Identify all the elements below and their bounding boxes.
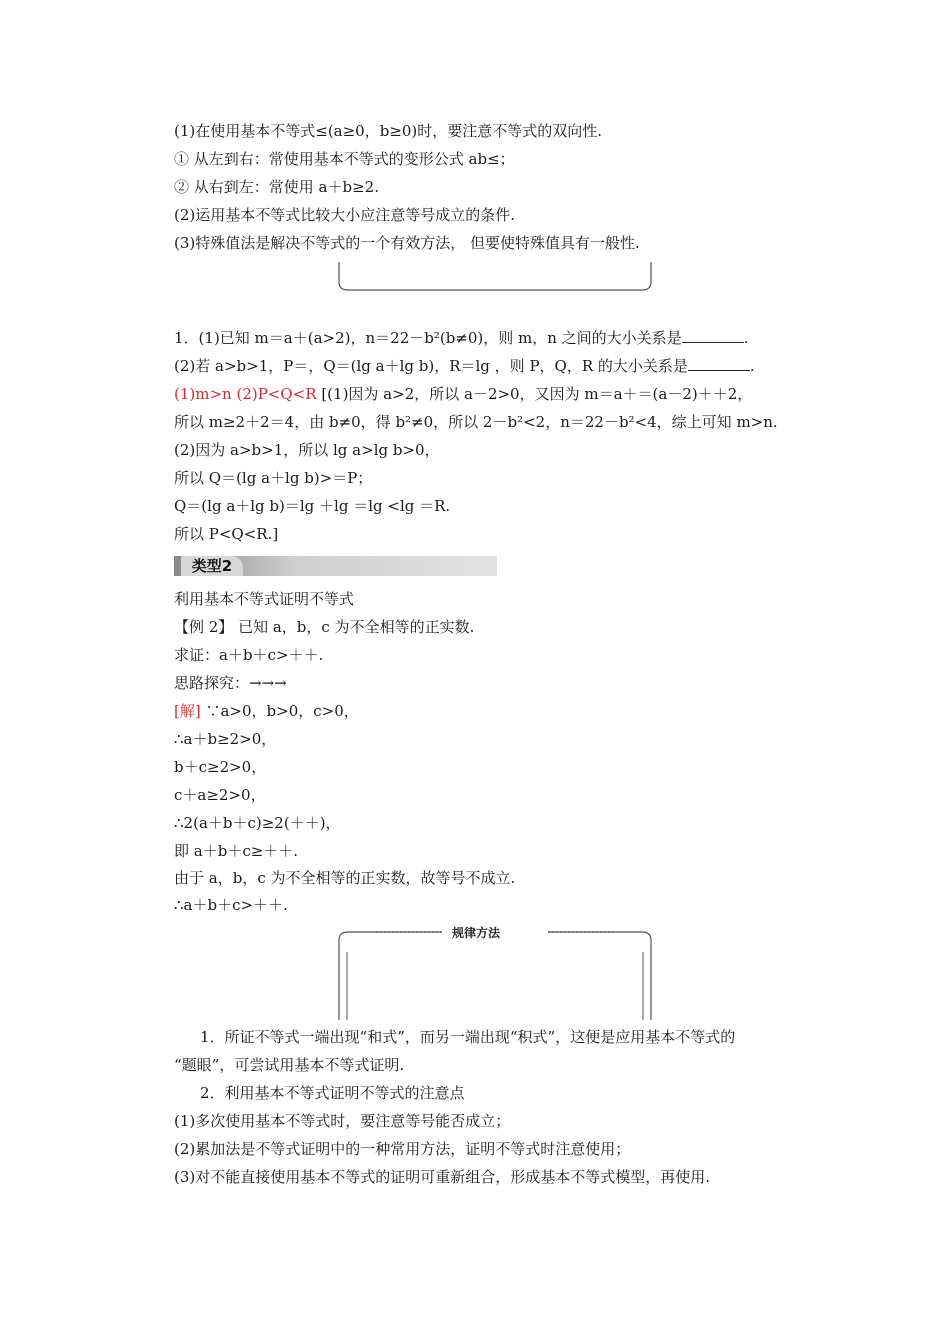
example-heading: 利用基本不等式证明不等式 <box>174 590 355 608</box>
exercise-q1-end: . <box>743 329 749 347</box>
exercise-q1-text: 1．(1)已知 m＝a＋(a>2)，n＝22－b²(b≠0)，则 m，n 之间的大小关系是 <box>174 329 682 347</box>
solution-line-4: ∴2(a＋b＋c)≥2(＋＋)， <box>174 814 341 832</box>
exercise-q2-text: (2)若 a>b>1，P＝，Q＝(lg a＋lg b)，R＝lg ，则 P，Q，R 的大小关系是 <box>174 357 688 375</box>
method-p1a: 1．所证不等式一端出现“和式”，而另一端出现“积式”，这便是应用基本不等式的 <box>200 1028 736 1046</box>
answer-line-3: 所以 Q＝(lg a＋lg b)>＝P； <box>174 469 373 487</box>
answer-line-5: 所以 P<Q<R.] <box>174 525 279 543</box>
exercise-q2 <box>174 356 755 376</box>
exercise-q2-end: . <box>749 357 755 375</box>
rule-label: 规律方法 <box>448 925 504 941</box>
answer-blank-2[interactable] <box>688 356 750 371</box>
tips-bracket <box>336 260 654 294</box>
example-line-1: 【例 2】 已知 a，b，c 为不全相等的正实数. <box>174 618 475 636</box>
example-line-3: 思路探究：→→→ <box>174 674 287 692</box>
tip-line-5: (3)特殊值法是解决不等式的一个有效方法， 但要使特殊值具有一般性. <box>174 234 640 252</box>
tip-line-3: ② 从右到左：常使用 a＋b≥2. <box>174 178 379 196</box>
solution-line-3: c＋a≥2>0， <box>174 786 266 804</box>
solution-tag: [解] <box>174 702 201 720</box>
solution-line-1: ∴a＋b≥2>0， <box>174 730 277 748</box>
answer-line-4: Q＝(lg a＋lg b)＝lg ＋lg ＝lg <lg ＝R. <box>174 497 451 515</box>
type-label: 类型2 <box>181 556 243 576</box>
method-p2: 2．利用基本不等式证明不等式的注意点 <box>200 1084 465 1102</box>
answer-line-1: 所以 m≥2＋2＝4，由 b≠0，得 b²≠0，所以 2－b²<2，n＝22－b²<4，综上可知 m>n. <box>174 413 778 431</box>
tip-line-4: (2)运用基本不等式比较大小应注意等号成立的条件. <box>174 206 516 224</box>
exercise-answer <box>174 384 752 404</box>
answer-line-2: (2)因为 a>b>1，所以 lg a>lg b>0， <box>174 441 440 459</box>
tip-line-2: ① 从左到右：常使用基本不等式的变形公式 ab≤； <box>174 150 515 168</box>
method-item-2: (2)累加法是不等式证明中的一种常用方法，证明不等式时注意使用； <box>174 1140 631 1158</box>
answer-blank-1[interactable] <box>682 328 744 343</box>
example-line-2: 求证：a＋b＋c>＋＋. <box>174 646 324 664</box>
answer-explanation: [(1)因为 a>2，所以 a－2>0，又因为 m＝a＋＝(a－2)＋＋2， <box>316 385 753 403</box>
tip-line-1: (1)在使用基本不等式≤(a≥0，b≥0)时，要注意不等式的双向性. <box>174 122 603 140</box>
solution-first <box>174 701 359 721</box>
solution-line-5: 即 a＋b＋c≥＋＋. <box>174 842 299 860</box>
method-p1b: “题眼”，可尝试用基本不等式证明. <box>174 1056 405 1074</box>
method-item-3: (3)对不能直接使用基本不等式的证明可重新组合，形成基本不等式模型，再使用. <box>174 1168 711 1186</box>
method-item-1: (1)多次使用基本不等式时，要注意等号能否成立； <box>174 1112 511 1130</box>
solution-line-2: b＋c≥2>0， <box>174 758 267 776</box>
solution-line-7: ∴a＋b＋c>＋＋. <box>174 896 288 914</box>
answer-key: (1)m>n (2)P<Q<R <box>174 385 317 403</box>
solution-first-text: ∵a>0，b>0，c>0， <box>200 702 359 720</box>
solution-line-6: 由于 a，b，c 为不全相等的正实数，故等号不成立. <box>174 869 516 887</box>
exercise-q1 <box>174 328 748 348</box>
